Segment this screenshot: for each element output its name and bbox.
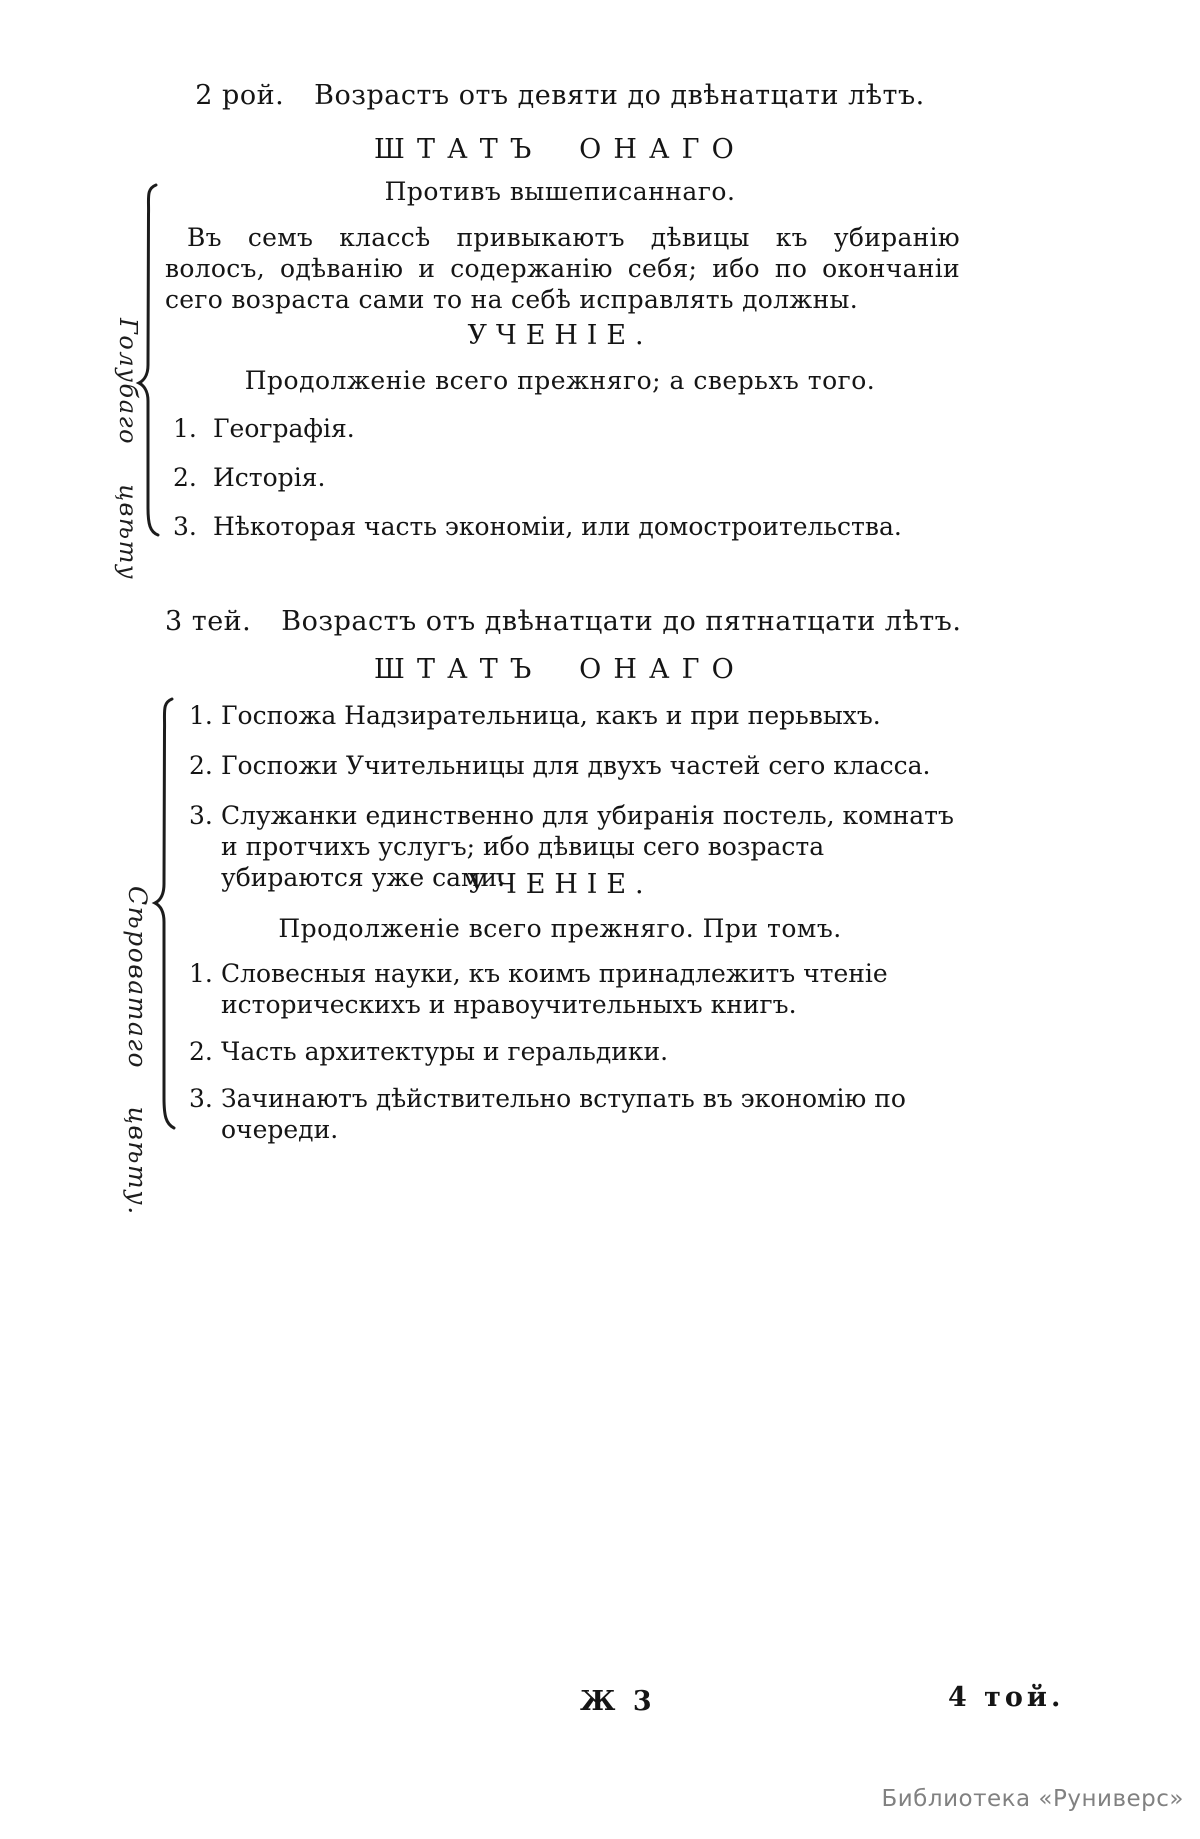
study-heading: УЧЕНІЕ. <box>467 320 653 351</box>
item-number: 2. <box>189 1037 213 1066</box>
intro-paragraph: Въ семъ классѣ привыкаютъ дѣвицы къ убиранію волосъ, одѣванію и содержанію себя; ибо по окончаніи сего возраста сами то на себѣ исправлять должны. <box>165 223 960 314</box>
library-watermark: Библиотека «Руниверс» <box>881 1786 1184 1812</box>
item-text: Географія. <box>213 414 355 443</box>
item-text: Служанки единственно для убиранія постель, комнатъ и протчихъ услугъ; ибо дѣвицы сего возраста убираются уже сами. <box>221 801 954 892</box>
staff-note: Противъ вышеписаннаго. <box>384 177 736 206</box>
item-number: 1. <box>189 701 213 730</box>
item-text: Нѣкоторая часть экономіи, или домостроительства. <box>213 512 902 541</box>
item-number: 2. <box>189 751 213 780</box>
item-number: 3. <box>189 801 213 830</box>
list-item <box>165 413 955 445</box>
item-text: Исторія. <box>213 463 326 492</box>
study-intro: Продолженіе всего прежняго. При томъ. <box>278 914 842 943</box>
item-number: 3. <box>189 1084 213 1113</box>
section-heading-age-3 <box>165 606 962 637</box>
margin-note-uniform-color: Сѣроватаго цвѣту. <box>123 886 152 1216</box>
section-number: 3 тей. <box>165 606 252 637</box>
item-text: Госпожи Учительницы для двухъ частей сего класса. <box>221 751 931 780</box>
item-number: 2. <box>173 463 197 492</box>
section-number: 2 рой. <box>195 80 285 111</box>
list-item <box>165 750 955 781</box>
list-item <box>165 1083 955 1145</box>
item-text: Госпожа Надзирательница, какъ и при перьвыхъ. <box>221 701 881 730</box>
study-heading-row <box>165 869 955 900</box>
staff-heading-row <box>165 654 955 685</box>
list-item <box>165 958 955 1020</box>
signature-mark: Ж 3 <box>580 1686 656 1717</box>
section-title: Возрастъ отъ двѣнатцати до пятнатцати лѣтъ. <box>281 606 962 637</box>
section-heading-age-2 <box>165 80 955 111</box>
item-number: 3. <box>173 512 197 541</box>
list-item <box>165 462 955 494</box>
item-text: Часть архитектуры и геральдики. <box>221 1037 669 1066</box>
item-number: 1. <box>189 959 213 988</box>
item-text: Словесныя науки, къ коимъ принадлежитъ чтеніе историческихъ и нравоучительныхъ книгъ. <box>221 959 888 1019</box>
list-item <box>165 700 955 731</box>
staff-heading-row <box>165 134 955 165</box>
study-list-age-2 <box>165 413 955 560</box>
study-intro: Продолженіе всего прежняго; а сверьхъ того. <box>244 366 876 395</box>
study-list-age-3 <box>165 958 955 1161</box>
study-heading: УЧЕНІЕ. <box>467 869 653 900</box>
margin-note-uniform-color: Голубаго цвѣту <box>114 318 142 581</box>
section-title: Возрастъ отъ девяти до двѣнатцати лѣтъ. <box>314 80 925 111</box>
item-text: Зачинаютъ дѣйствительно вступать въ экономію по очереди. <box>221 1084 906 1144</box>
staff-heading: ШТАТЪ ОНАГО <box>374 134 746 165</box>
list-item <box>165 511 955 543</box>
study-heading-row <box>165 320 955 351</box>
staff-heading: ШТАТЪ ОНАГО <box>374 654 746 685</box>
section-brace <box>150 696 176 1132</box>
item-number: 1. <box>173 414 197 443</box>
catchword: 4 той. <box>948 1682 1065 1713</box>
list-item <box>165 1036 955 1067</box>
